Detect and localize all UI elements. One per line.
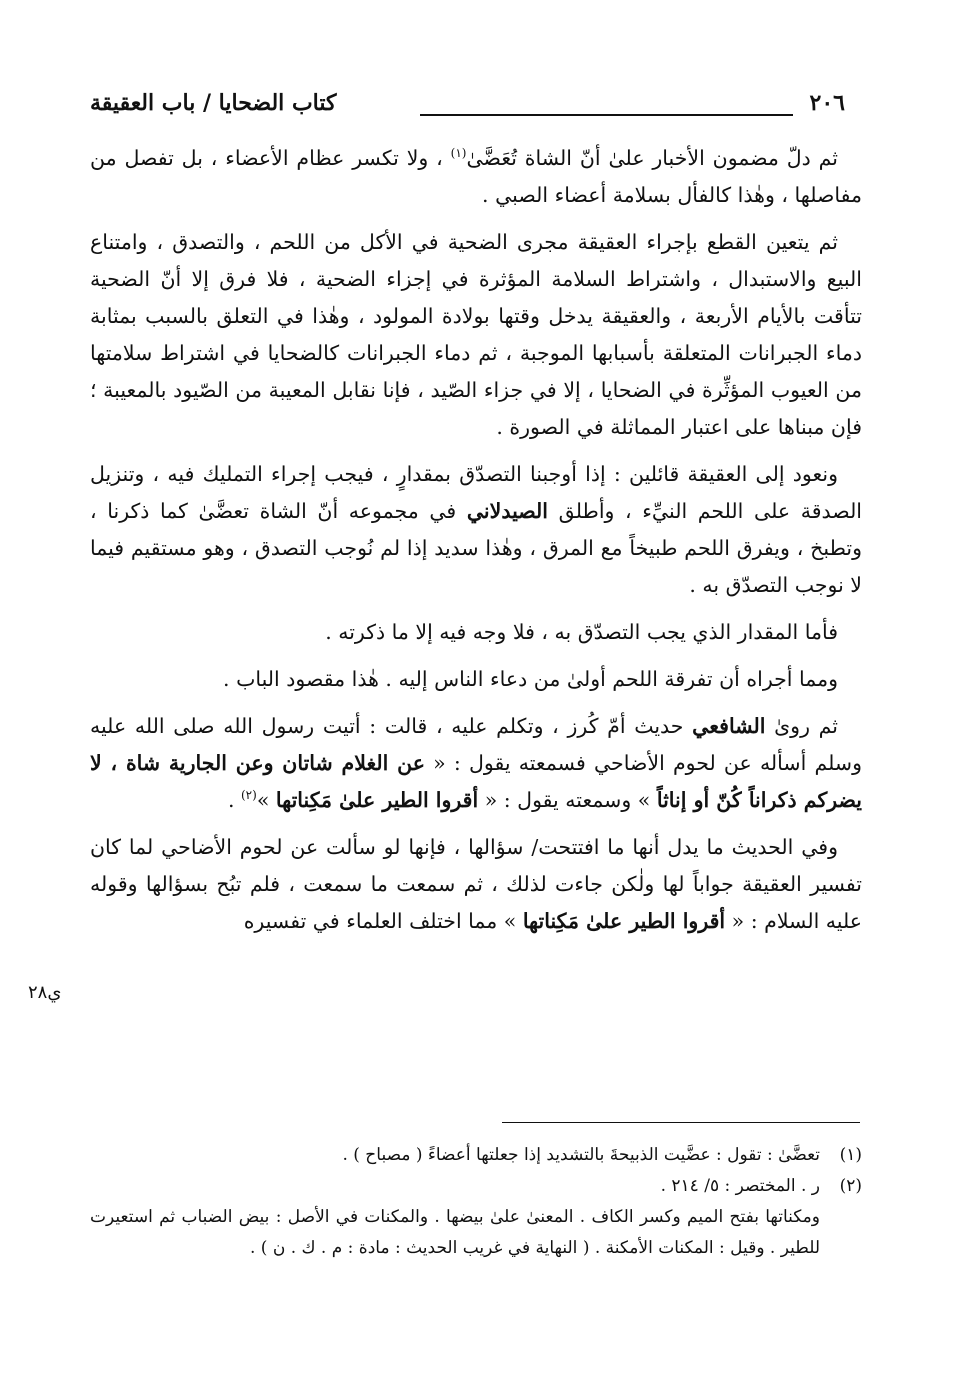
hadith-quote-1: عن الغلام شاتان وعن الجارية شاة ، لا يضركم ذكراناً كُنّ أو إناثاً: [90, 751, 862, 812]
paragraph-6-text-cont: حديث أمّ كُرز ، وتكلم عليه ، قالت : أتيت رسول الله صلى الله عليه وسلم أسأله عن لحوم الأضاحي فسمعته يقول : «: [90, 714, 862, 775]
paragraph-3-text: ونعود إلى العقيقة قائلين : إذا أوجبنا التصدّق بمقدارٍ ، فيجب إجراء التمليك فيه ، وتنزيل الصدقة على اللحم النيِّء ، وأطلق: [90, 462, 863, 523]
footnote-2-continuation: ومكناتها بفتح الميم وكسر الكاف . المعنىٰ علىٰ بيضها . والمكنات في الأصل : بيض الضباب ثم استعيرت للطير . وقيل : المكنات الأمكنة . ( النهاية في غريب الحديث : مادة : م . ك . ن ) .: [90, 1207, 820, 1258]
main-text: [90, 140, 862, 950]
paragraph-6-quote-close: »: [256, 788, 276, 812]
paragraph-6-end: .: [227, 788, 241, 812]
footnote-rule: [502, 1122, 860, 1123]
hadith-quote-3: أقروا الطير علىٰ مَكِناتها: [522, 909, 726, 933]
footnote-number: (١): [839, 1145, 862, 1165]
paragraph-7: [90, 829, 862, 940]
page-header: [90, 88, 845, 128]
paragraph-7-text-cont: » مما اختلف العلماء في تفسيره: [243, 909, 523, 933]
scholar-name-saydalani: الصيدلاني: [466, 499, 548, 523]
footnote-ref-1: (١): [450, 146, 467, 161]
footnote-1: [90, 1140, 862, 1171]
header-rule: [420, 114, 793, 116]
footnotes: [90, 1140, 862, 1264]
paragraph-3: [90, 456, 862, 604]
paragraph-1-text-cont: ، ولا تكسر عظام الأعضاء ، بل تفصل من مفاصلها ، وهٰذا كالفأل بسلامة أعضاء الصبي .: [90, 146, 862, 207]
page-number: ٢٠٦: [809, 90, 845, 116]
paragraph-1-text: ثم دلّ مضمون الأخبار علىٰ أنّ الشاة تُعَضَّىٰ: [466, 146, 838, 170]
hadith-quote-2: أقروا الطير علىٰ مَكِناتها: [275, 788, 479, 812]
paragraph-5: ومما أجراه أن تفرقة اللحم أولىٰ من دعاء الناس إليه . هٰذا مقصود الباب .: [223, 667, 838, 691]
paragraph-4: فأما المقدار الذي يجب التصدّق به ، فلا وجه فيه إلا ما ذكرته .: [325, 620, 838, 644]
footnote-number: (٢): [839, 1176, 862, 1196]
footnote-text: ر . المختصر : ٥/ ٢١٤ .: [660, 1176, 820, 1196]
paragraph-6: [90, 708, 862, 819]
paragraph-6-text: ثم روىٰ: [765, 714, 838, 738]
manuscript-margin-note: ي٢٨: [28, 982, 62, 1003]
paragraph-6-text-mid: » وسمعته يقول : «: [478, 788, 657, 812]
paragraph-2: ثم يتعين القطع بإجراء العقيقة مجرى الضحية في الأكل من اللحم ، والتصدق ، وامتناع البيع والاستبدال ، واشتراط السلامة المؤثرة في إجزاء الضحية ، فلا فرق إلا أنّ الضحية تتأقت بالأيام الأربعة ، والعقيقة يدخل وقتها بولادة المولود ، وهٰذا في التعلق بالسبب بمثابة دماء الجبرانات المتعلقة بأسبابها الموجبة ، ثم دماء الجبرانات كالضحايا في اشتراط سلامتها من العيوب المؤثِّرة في الضحايا ، إلا في جزاء الصّيد ، فإنا نقابل المعيبة من الصّيود بالمعيبة ؛ فإن مبناها على اعتبار المماثلة في الصورة .: [90, 230, 862, 439]
scholar-name-shafii: الشافعي: [692, 714, 766, 738]
footnote-text: تعضَّىٰ : تقول : عضَّيت الذبيحةَ بالتشديد إذا جعلتها أعضاءً ( مصباح ) .: [342, 1145, 820, 1165]
paragraph-7-text: وفي الحديث ما يدل أنها ما افتتحت/ سؤالها ، فإنها لو سألت عن لحوم الأضاحي لما كان تفسير العقيقة جواباً لها ولٰكن جاءت لذلك ، ثم سمعت ما سمعت ، فلم تبُح بسؤالها وقوله عليه السلام : «: [90, 835, 862, 933]
running-title: كتاب الضحايا / باب العقيقة: [90, 90, 337, 116]
paragraph-1: [90, 140, 862, 214]
footnote-2: [90, 1171, 862, 1202]
footnote-ref-2: (٢): [240, 788, 257, 803]
paragraph-3-text-cont: في مجموعه أنّ الشاة تعضَّىٰ كما ذكرنا ، وتطبخ ، ويفرق اللحم طبيخاً مع المرق ، وهٰذا سديد إذا لم نُوجب التصدق ، وهو مستقيم فيما لا نوجب التصدّق به .: [90, 499, 862, 597]
